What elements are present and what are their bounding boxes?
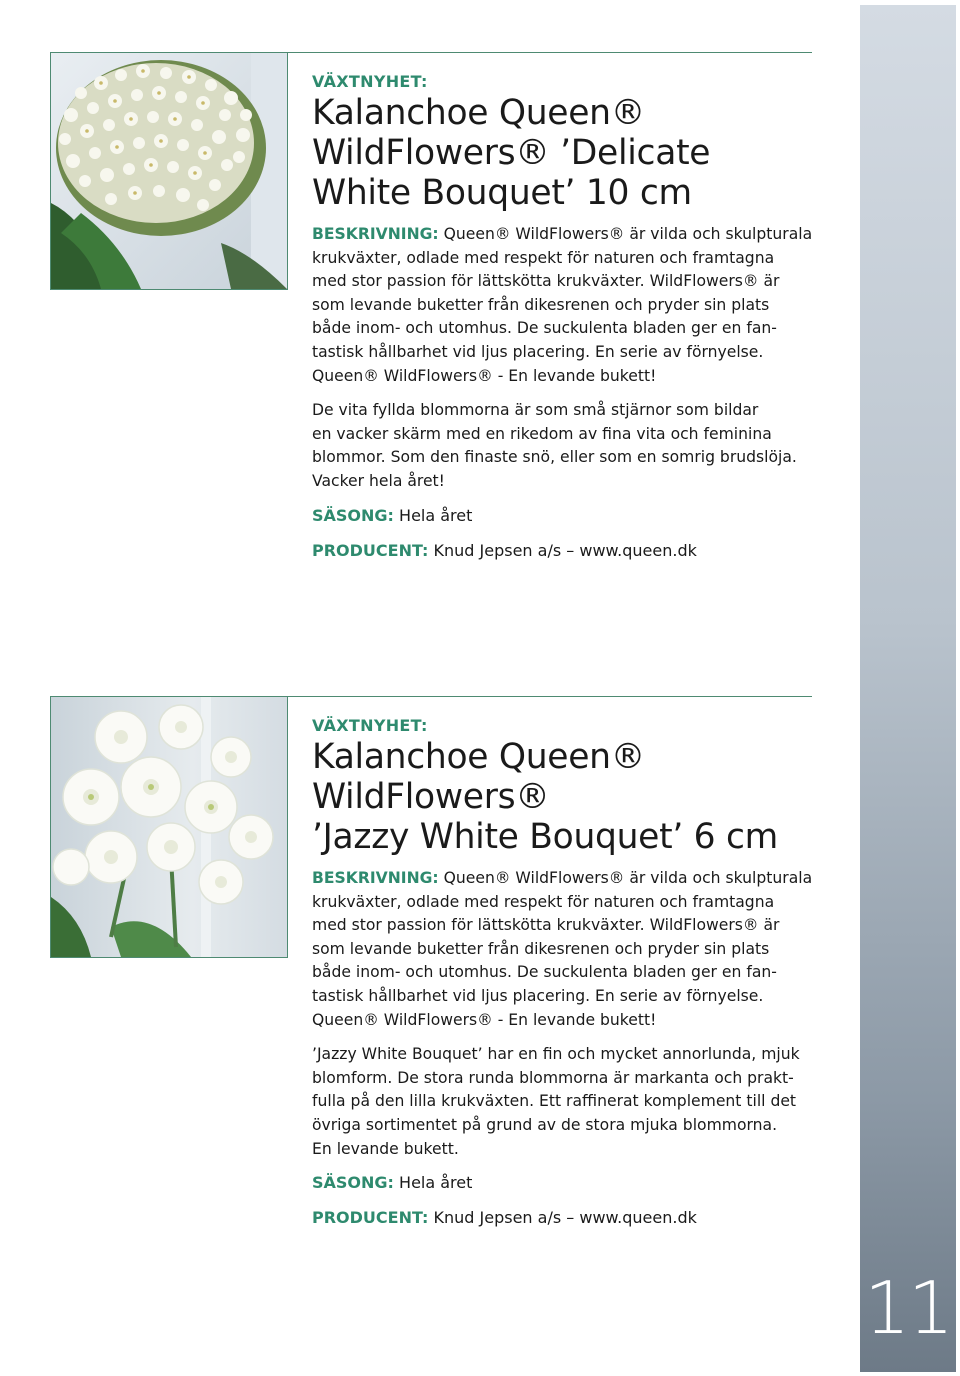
description-line: Queen® WildFlowers® - En levande bukett! bbox=[312, 1010, 657, 1029]
producer-label: PRODUCENT: bbox=[312, 540, 429, 560]
producer-info bbox=[312, 540, 817, 562]
season-label: SÄSONG: bbox=[312, 505, 394, 525]
product-title bbox=[312, 93, 817, 213]
title-line: ’Jazzy White Bouquet’ 6 cm bbox=[312, 817, 778, 857]
page-sidebar-band bbox=[860, 5, 956, 1372]
season-info bbox=[312, 1172, 817, 1194]
producer-value: Knud Jepsen a/s – www.queen.dk bbox=[428, 1208, 697, 1228]
season-value: Hela året bbox=[393, 505, 473, 525]
description-line: med stor passion för lättskötta krukväxter. WildFlowers® är bbox=[312, 272, 780, 291]
details-line: De vita fyllda blommorna är som små stjärnor som bildar bbox=[312, 401, 759, 420]
description-line: både inom- och utomhus. De suckulenta bladen ger en fan- bbox=[312, 963, 777, 982]
product-text-2 bbox=[312, 716, 817, 1242]
description-line: som levande buketter från dikesrenen och pryder sin plats bbox=[312, 939, 770, 958]
season-info bbox=[312, 505, 817, 527]
page-number: 11 bbox=[864, 1266, 952, 1350]
description-line: både inom- och utomhus. De suckulenta bladen ger en fan- bbox=[312, 319, 777, 338]
details-line: blommor. Som den finaste snö, eller som en somrig brudslöja. bbox=[312, 448, 797, 467]
product-title bbox=[312, 737, 817, 857]
description-line: som levande buketter från dikesrenen och pryder sin plats bbox=[312, 295, 770, 314]
title-line: WildFlowers® ’Delicate bbox=[312, 133, 711, 173]
title-line: Kalanchoe Queen® bbox=[312, 737, 645, 777]
season-label: SÄSONG: bbox=[312, 1173, 394, 1193]
product-details bbox=[312, 399, 817, 493]
producer-label: PRODUCENT: bbox=[312, 1208, 429, 1228]
description-line: tastisk hållbarhet vid ljus placering. En serie av förnyelse. bbox=[312, 986, 764, 1005]
details-line: fulla på den lilla krukväxten. Ett raffinerat komplement till det bbox=[312, 1092, 797, 1111]
product-description bbox=[312, 223, 817, 388]
description-line: med stor passion för lättskötta krukväxter. WildFlowers® är bbox=[312, 916, 780, 935]
description-line: Queen® WildFlowers® är vilda och skulpturala bbox=[438, 869, 813, 887]
producer-info bbox=[312, 1207, 817, 1229]
product-description bbox=[312, 867, 817, 1032]
section-kicker: VÄXTNYHET: bbox=[312, 716, 428, 735]
product-details bbox=[312, 1043, 817, 1161]
details-line: en vacker skärm med en rikedom av fina vita och feminina bbox=[312, 424, 772, 443]
section-rule bbox=[288, 52, 812, 53]
details-line: Vacker hela året! bbox=[312, 471, 445, 490]
description-line: Queen® WildFlowers® är vilda och skulpturala bbox=[438, 225, 813, 243]
details-line: En levande bukett. bbox=[312, 1139, 459, 1158]
details-line: blomform. De stora runda blommorna är markanta och prakt- bbox=[312, 1068, 794, 1087]
section-kicker: VÄXTNYHET: bbox=[312, 72, 428, 91]
description-line: krukväxter, odlade med respekt för naturen och framtagna bbox=[312, 892, 775, 911]
description-line: krukväxter, odlade med respekt för naturen och framtagna bbox=[312, 248, 775, 267]
details-line: ’Jazzy White Bouquet’ har en fin och mycket annorlunda, mjuk bbox=[312, 1045, 800, 1064]
producer-value: Knud Jepsen a/s – www.queen.dk bbox=[428, 540, 697, 560]
description-line: Queen® WildFlowers® - En levande bukett! bbox=[312, 366, 657, 385]
description-label: BESKRIVNING: bbox=[312, 225, 439, 243]
title-line: WildFlowers® bbox=[312, 777, 550, 817]
product-text-1 bbox=[312, 72, 817, 575]
white-kalanchoe-bouquet-photo bbox=[50, 52, 288, 290]
details-line: övriga sortimentet på grund av de stora mjuka blommorna. bbox=[312, 1115, 778, 1134]
season-value: Hela året bbox=[393, 1173, 473, 1193]
description-line: tastisk hållbarhet vid ljus placering. En serie av förnyelse. bbox=[312, 342, 764, 361]
white-rose-kalanchoe-photo bbox=[50, 696, 288, 958]
title-line: White Bouquet’ 10 cm bbox=[312, 173, 692, 213]
title-line: Kalanchoe Queen® bbox=[312, 93, 645, 133]
section-rule bbox=[288, 696, 812, 697]
description-label: BESKRIVNING: bbox=[312, 869, 439, 887]
